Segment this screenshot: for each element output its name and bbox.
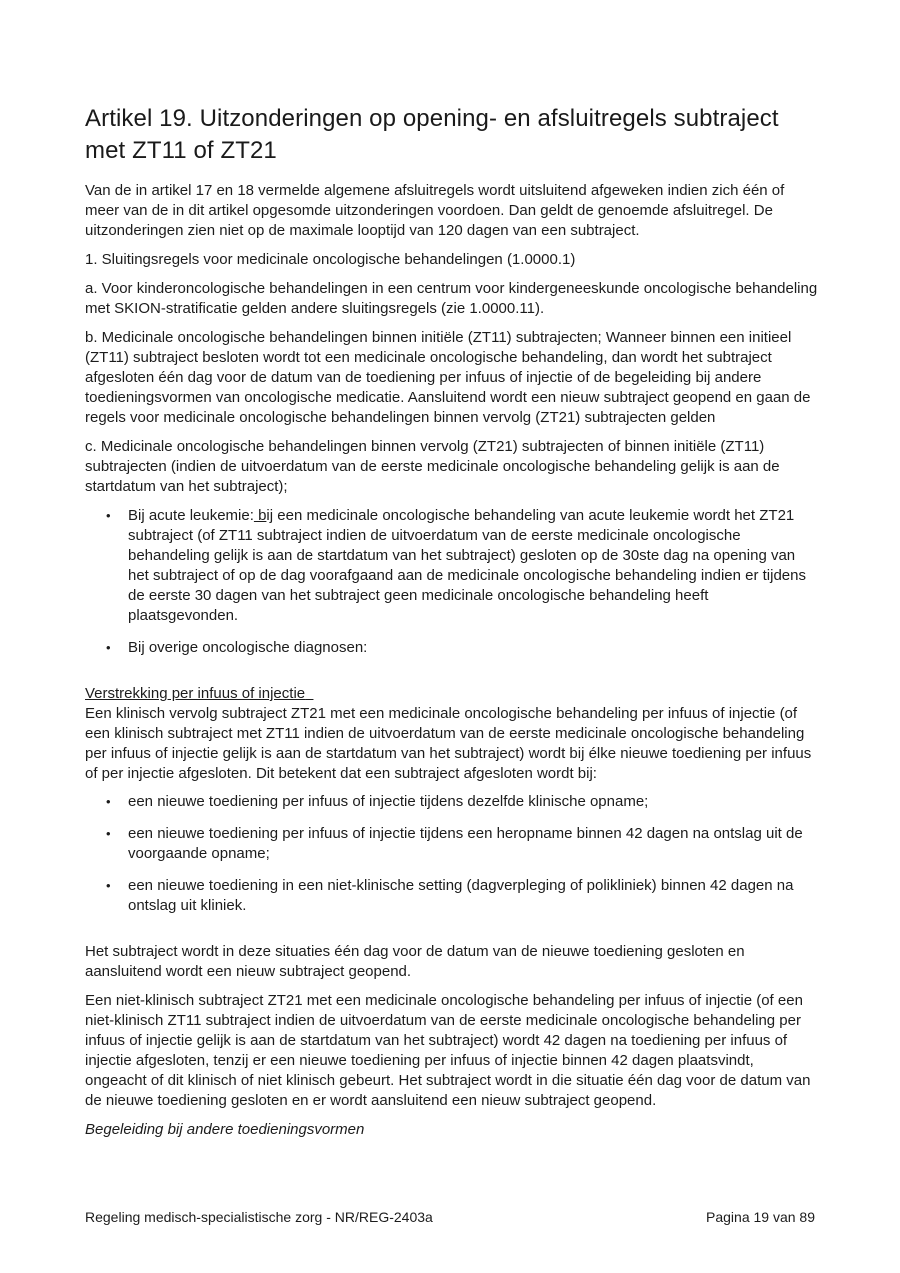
page-footer <box>85 1208 815 1226</box>
verstrekking-bullet-list <box>85 792 818 916</box>
page-content <box>85 103 818 1140</box>
item-a-paragraph: a. Voor kinderoncologische behandelingen in een centrum voor kindergeneeskunde oncologische behandeling met SKION-stratificatie gelden andere sluitingsregels (zie 1.0000.11). <box>85 280 818 317</box>
article-title: Artikel 19. Uitzonderingen op opening- en afsluitregels subtraject met ZT11 of ZT21 <box>85 105 779 164</box>
bullet-acute-leukemie <box>85 506 818 626</box>
verstrekking-paragraph: Een klinisch vervolg subtraject ZT21 met een medicinale oncologische behandeling per infuus of injectie (of een klinisch subtraject met ZT11 indien de uitvoerdatum van de eerste medicinale oncologische behandeling per infuus of injectie gelijk is aan de startdatum van het subtraject) wordt bij élke nieuwe toediening per infuus of per injectie afgesloten. Dit betekent dat een subtraject afgesloten wordt bij: <box>85 705 812 782</box>
footer-document-reference: Regeling medisch-specialistische zorg - NR/REG-2403a <box>85 1209 433 1225</box>
niet-klinisch-paragraph: Een niet-klinisch subtraject ZT21 met een medicinale oncologische behandeling per infuus of injectie (of een niet-klinisch ZT11 subtraject indien de uitvoerdatum van de eerste medicinale oncologische behandeling per infuus of injectie gelijk is aan de startdatum van het subtraject) wordt 42 dagen na toediening per infuus of injectie afgesloten, tenzij er een nieuwe toediening per infuus of injectie binnen 42 dagen plaatsvindt, ongeacht of dit klinisch of niet klinisch gebeurt. Het subtraject wordt in die situatie één dag voor de datum van de nieuwe toediening gesloten en er wordt aansluitend een nieuw subtraject geopend. <box>85 992 811 1109</box>
intro-paragraph: Van de in artikel 17 en 18 vermelde algemene afsluitregels wordt uitsluitend afgeweken indien zich één of meer van de in dit artikel opgesomde uitzonderingen voordoen. Dan geldt de genoemde afsluitregel. De uitzonderingen zien niet op de maximale looptijd van 120 dagen van een subtraject. <box>85 182 785 239</box>
begeleiding-heading: Begeleiding bij andere toedieningsvormen <box>85 1121 365 1138</box>
verstrekking-heading: Verstrekking per infuus of injectie <box>85 685 306 702</box>
bullet-overige-diagnosen: • Bij overige oncologische diagnosen: <box>85 638 818 658</box>
bullet-niet-klinische-setting: • een nieuwe toediening in een niet-klinische setting (dagverpleging of polikliniek) binnen 42 dagen na ontslag uit kliniek. <box>85 876 818 916</box>
closing-paragraph: Het subtraject wordt in deze situaties één dag voor de datum van de nieuwe toediening gesloten en aansluitend wordt een nieuw subtraject geopend. <box>85 943 745 980</box>
bullet-zelfde-opname: • een nieuwe toediening per infuus of injectie tijdens dezelfde klinische opname; <box>85 792 818 812</box>
item-c-paragraph: c. Medicinale oncologische behandelingen binnen vervolg (ZT21) subtrajecten of binnen initiële (ZT11) subtrajecten (indien de uitvoerdatum van de eerste medicinale oncologische behandeling gelijk is aan de startdatum van het subtraject); <box>85 438 780 495</box>
bullet-heropname: • een nieuwe toediening per infuus of injectie tijdens een heropname binnen 42 dagen na ontslag uit de voorgaande opname; <box>85 824 818 864</box>
bullet-acute-leukemie-lead: Bij acute leukemie: <box>128 507 254 524</box>
verstrekking-section <box>85 684 818 784</box>
item-c-bullet-list <box>85 506 818 658</box>
bullet-acute-leukemie-underlined: b <box>253 507 267 524</box>
bullet-acute-leukemie-rest: ij een medicinale oncologische behandeling van acute leukemie wordt het ZT21 subtraject (of ZT11 subtraject indien de uitvoerdatum van de eerste medicinale oncologische behandeling gelijk is aan de startdatum van het subtraject) gesloten op de 30ste dag na opening van het subtraject of op de dag voorafgaand aan de medicinale oncologische behandeling indien er tijdens de eerste 30 dagen van het subtraject geen medicinale oncologische behandeling heeft plaatsgevonden. <box>128 507 806 624</box>
footer-page-number: Pagina 19 van 89 <box>706 1209 815 1225</box>
rule-1-heading: 1. Sluitingsregels voor medicinale oncologische behandelingen (1.0000.1) <box>85 251 576 268</box>
item-b-paragraph: b. Medicinale oncologische behandelingen binnen initiële (ZT11) subtrajecten; Wanneer binnen een initieel (ZT11) subtraject besloten wordt tot een medicinale oncologische behandeling, dan wordt het subtraject afgesloten één dag voor de datum van de toediening per infuus of injectie of de begeleiding bij andere toedieningsvormen van oncologische medicatie. Aansluitend wordt een nieuw subtraject geopend en gaan de regels voor medicinale oncologische behandelingen binnen vervolg (ZT21) subtrajecten gelden <box>85 329 811 426</box>
